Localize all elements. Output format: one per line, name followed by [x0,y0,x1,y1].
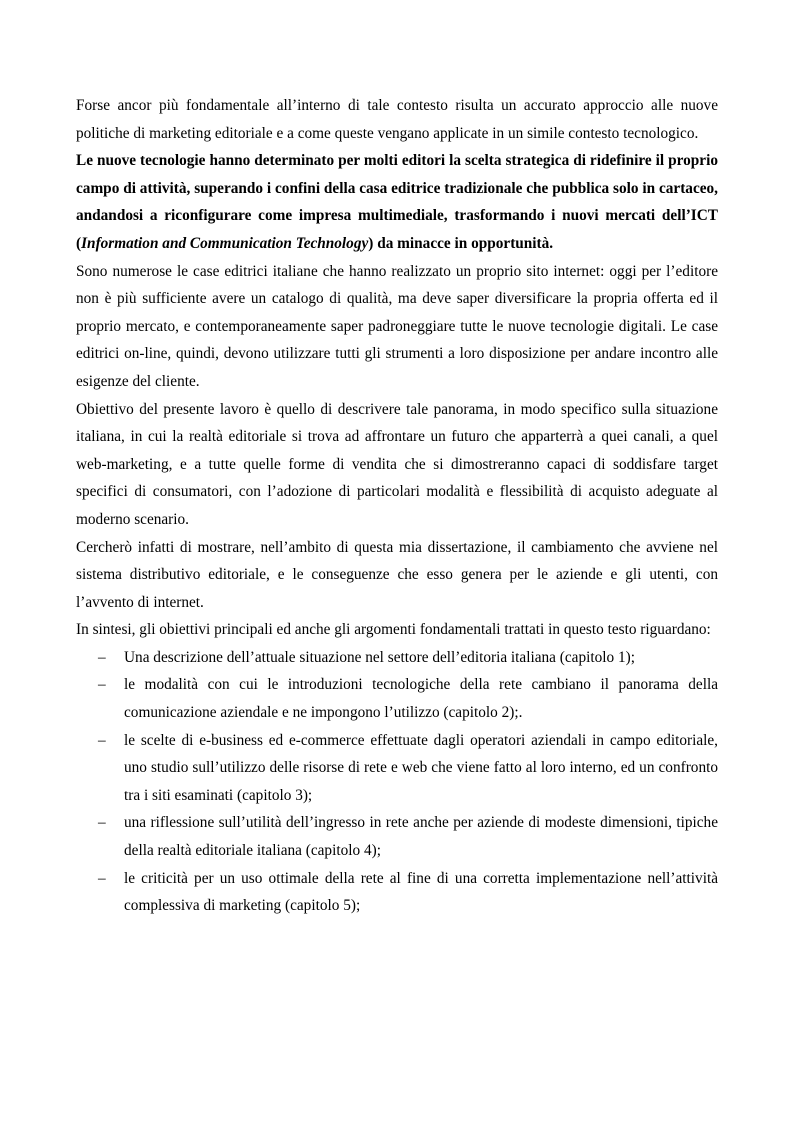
paragraph-new-technologies-start: Le nuove tecnologie hanno determinato per molti editori la scelta strategica di ridefinire il proprio campo di attività, superando i confini della casa editrice tradizionale che pubblica solo in cartaceo, andandosi a riconfigurare come impresa multimediale, trasformando i nuovi mercati dell’ICT ( [76,152,718,252]
list-item-text: le criticità per un uso ottimale della rete al fine di una corretta implementazione nell’attività complessiva di marketing (capitolo 5); [124,869,718,915]
dash-bullet-icon: – [98,648,106,666]
dash-bullet-icon: – [98,814,106,832]
paragraph-distribution: Cercherò infatti di mostrare, nell’ambito di questa mia dissertazione, il cambiamento che avviene nel sistema distributivo editoriale, e le conseguenze che esso genera per le aziende e gli utenti, con l’avvento di internet. [76,538,718,611]
ict-expansion: Information and Communication Technology [81,234,369,252]
document-page [76,92,718,920]
list-item-text: Una descrizione dell’attuale situazione nel settore dell’editoria italiana (capitolo 1); [124,648,635,666]
dash-bullet-icon: – [98,731,106,749]
list-item [76,644,718,672]
dash-bullet-icon: – [98,869,106,887]
list-item [76,671,718,726]
list-item-text: le modalità con cui le introduzioni tecnologiche della rete cambiano il panorama della comunicazione aziendale e ne impongono l’utilizzo (capitolo 2);. [124,676,718,722]
paragraph-new-technologies [76,147,718,257]
paragraph-summary: In sintesi, gli obiettivi principali ed anche gli argomenti fondamentali trattati in questo testo riguardano: [76,621,711,639]
list-item-text: le scelte di e-business ed e-commerce effettuate dagli operatori aziendali in campo editoriale, uno studio sull’utilizzo delle risorse di rete e web che viene fatto al loro interno, ed un confronto tra i siti esaminati (capitolo 3); [124,731,718,804]
paragraph-intro: Forse ancor più fondamentale all’interno di tale contesto risulta un accurato approccio alle nuove politiche di marketing editoriale e a come queste vengano applicate in un simile contesto tecnologico. [76,97,718,142]
paragraph-objective: Obiettivo del presente lavoro è quello di descrivere tale panorama, in modo specifico sulla situazione italiana, in cui la realtà editoriale si trova ad affrontare un futuro che apparterrà a quei canali, a quel web-marketing, e a tutte quelle forme di vendita che si dimostreranno capaci di soddisfare target specifici di consumatori, con l’adozione di particolari modalità e flessibilità di acquisto adeguate al moderno scenario. [76,400,718,528]
dash-bullet-icon: – [98,676,106,694]
list-item [76,809,718,864]
list-item [76,727,718,810]
list-item [76,865,718,920]
chapter-list [76,644,718,920]
paragraph-publishers-sites: Sono numerose le case editrici italiane che hanno realizzato un proprio sito internet: oggi per l’editore non è più sufficiente avere un catalogo di qualità, ma deve saper diversificare la propria offerta ed il proprio mercato, e contemporaneamente saper padroneggiare tutte le nuove tecnologie digitali. Le case editrici on-line, quindi, devono utilizzare tutti gli strumenti a loro disposizione per andare incontro alle esigenze del cliente. [76,262,718,390]
list-item-text: una riflessione sull’utilità dell’ingresso in rete anche per aziende di modeste dimensioni, tipiche della realtà editoriale italiana (capitolo 4); [124,814,718,860]
paragraph-new-technologies-end: ) da minacce in opportunità. [368,234,554,252]
